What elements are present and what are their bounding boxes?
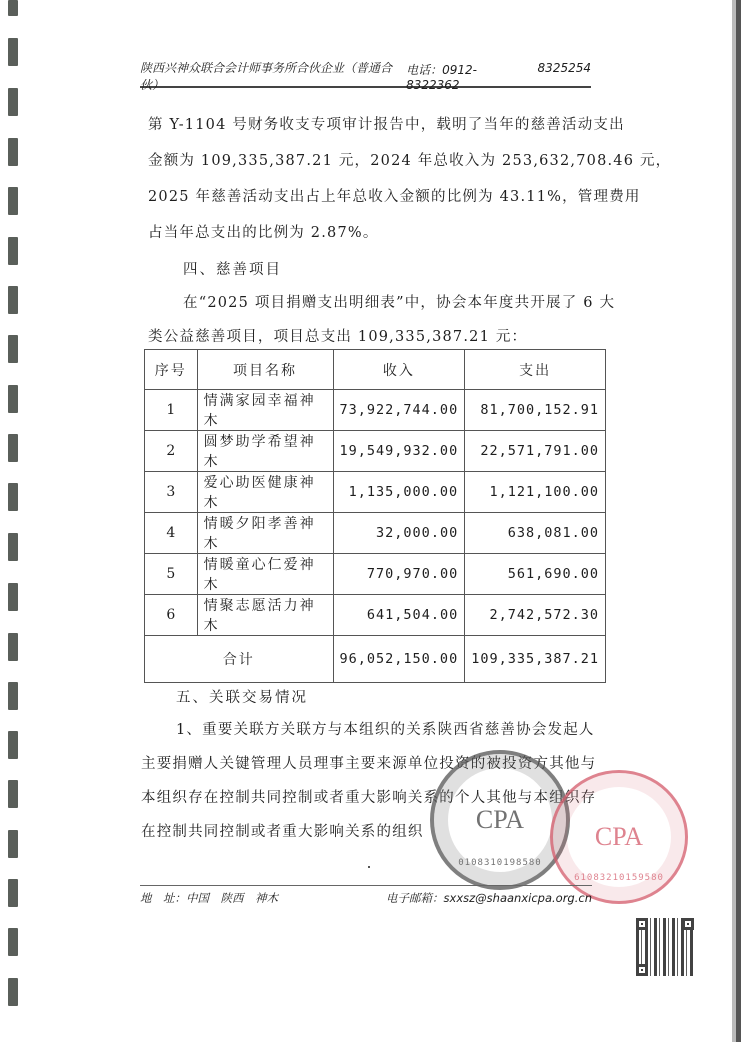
binding-hole: [8, 879, 18, 907]
project-expense-table: [144, 349, 606, 683]
binding-hole: [8, 38, 18, 66]
speck: [368, 866, 370, 868]
row-income: 19,549,932.00: [333, 431, 465, 472]
column-header-name: 项目名称: [197, 350, 333, 390]
paragraph-line: 1、重要关联方关联方与本组织的关系陕西省慈善协会发起人: [176, 722, 595, 738]
total-income: 96,052,150.00: [333, 636, 465, 683]
table-row: [145, 472, 606, 513]
binding-hole: [8, 583, 18, 611]
binding-hole: [8, 237, 18, 265]
binding-hole: [8, 335, 18, 363]
binding-hole: [8, 286, 18, 314]
binding-hole: [8, 633, 18, 661]
paragraph-line: 2025 年慈善活动支出占上年总收入金额的比例为 43.11%，管理费用: [148, 189, 641, 205]
phone-number-extra: 8325254: [537, 60, 591, 75]
qr-code: [636, 918, 694, 976]
total-label: 合计: [145, 636, 334, 683]
row-project-name: 圆梦助学希望神木: [197, 431, 333, 472]
row-project-name: 爱心助医健康神木: [197, 472, 333, 513]
seal-number: 61083210159580: [574, 873, 664, 883]
table-header-row: [145, 350, 606, 390]
row-expense: 2,742,572.30: [465, 595, 606, 636]
binding-hole: [8, 385, 18, 413]
table-row: [145, 431, 606, 472]
paragraph-line: 本组织存在控制共同控制或者重大影响关系的个人其他与本组织存: [141, 790, 597, 806]
paragraph-line: 在控制共同控制或者重大影响关系的组织: [141, 824, 424, 840]
row-index: 2: [145, 431, 198, 472]
table-row: [145, 513, 606, 554]
row-expense: 561,690.00: [465, 554, 606, 595]
phone-info: [406, 61, 591, 92]
paragraph-line: 占当年总支出的比例为 2.87%。: [148, 225, 379, 241]
paragraph-line: 金额为 109,335,387.21 元，2024 年总收入为 253,632,708.46 元，: [148, 153, 672, 169]
firm-name: 陕西兴神众联合会计师事务所合伙企业（普通合伙）: [140, 61, 393, 92]
binding-hole: [8, 138, 18, 166]
binding-hole: [8, 533, 18, 561]
binding-hole: [8, 483, 18, 511]
row-expense: 22,571,791.00: [465, 431, 606, 472]
binding-hole: [8, 780, 18, 808]
qr-finder-icon: [636, 964, 648, 976]
paragraph-line: 类公益慈善项目，项目总支出 109,335,387.21 元：: [148, 329, 528, 345]
column-header-income: 收入: [333, 350, 465, 390]
paragraph-line: 主要捐赠人关键管理人员理事主要来源单位投资的被投资方其他与: [141, 756, 597, 772]
page-edge: [736, 0, 741, 1042]
binding-hole: [8, 830, 18, 858]
row-project-name: 情聚志愿活力神木: [197, 595, 333, 636]
address: 地 址：中国 陕西 神木: [140, 891, 278, 905]
binding-hole: [8, 434, 18, 462]
binding-hole: [8, 187, 18, 215]
row-income: 770,970.00: [333, 554, 465, 595]
cpa-seal-black: [430, 750, 570, 890]
section-heading-charity-projects: 四、慈善项目: [183, 262, 282, 278]
column-header-expense: 支出: [465, 350, 606, 390]
table-row: [145, 554, 606, 595]
column-header-index: 序号: [145, 350, 198, 390]
cpa-seal-red: [550, 770, 688, 904]
row-project-name: 情暖童心仁爱神木: [197, 554, 333, 595]
row-income: 73,922,744.00: [333, 390, 465, 431]
qr-finder-icon: [682, 918, 694, 930]
row-income: 1,135,000.00: [333, 472, 465, 513]
section-heading-related-transactions: 五、关联交易情况: [176, 690, 308, 706]
row-income: 641,504.00: [333, 595, 465, 636]
row-project-name: 情暖夕阳孝善神木: [197, 513, 333, 554]
row-index: 1: [145, 390, 198, 431]
row-expense: 81,700,152.91: [465, 390, 606, 431]
row-expense: 638,081.00: [465, 513, 606, 554]
seal-text: CPA: [475, 805, 525, 834]
row-index: 3: [145, 472, 198, 513]
total-expense: 109,335,387.21: [465, 636, 606, 683]
footer-divider: [140, 885, 592, 886]
table-row: [145, 595, 606, 636]
letterhead: [140, 60, 591, 92]
row-index: 5: [145, 554, 198, 595]
phone-number: 电话：0912-8322362: [406, 62, 477, 92]
paragraph-line: 第 Y-1104 号财务收支专项审计报告中，载明了当年的慈善活动支出: [148, 117, 625, 133]
qr-finder-icon: [636, 918, 648, 930]
paragraph-line: 在“2025 项目捐赠支出明细表”中，协会本年度共开展了 6 大: [183, 295, 616, 311]
binding-hole: [8, 682, 18, 710]
row-expense: 1,121,100.00: [465, 472, 606, 513]
row-index: 4: [145, 513, 198, 554]
table-total-row: [145, 636, 606, 683]
binding-hole: [8, 0, 18, 16]
binding-hole: [8, 88, 18, 116]
seal-text: CPA: [594, 822, 644, 851]
binding-hole: [8, 928, 18, 956]
letterhead-footer: [140, 890, 592, 906]
seal-number: 0108310198580: [458, 858, 542, 868]
row-project-name: 情满家园幸福神木: [197, 390, 333, 431]
row-index: 6: [145, 595, 198, 636]
binding-hole: [8, 731, 18, 759]
email: 电子邮箱：sxxsz@shaanxicpa.org.cn: [386, 891, 592, 905]
row-income: 32,000.00: [333, 513, 465, 554]
binding-hole: [8, 978, 18, 1006]
table-row: [145, 390, 606, 431]
